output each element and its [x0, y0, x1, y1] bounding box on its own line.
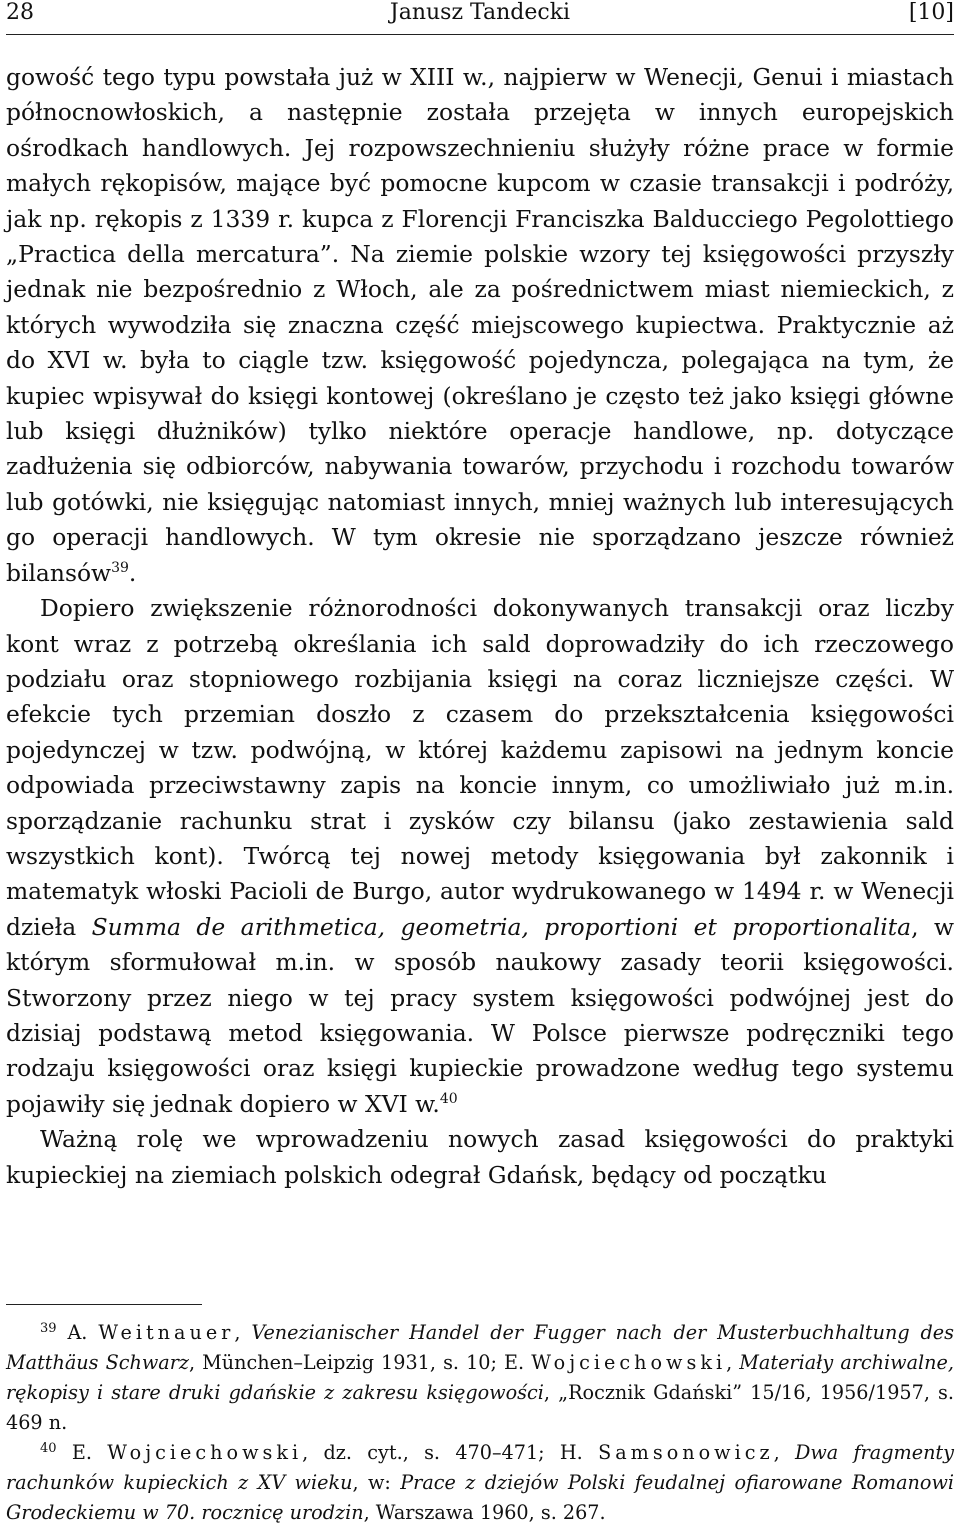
text-run: Dopiero zwiększenie różnorodności dokonywanych transakcji oraz liczby kont wraz z potrzebą określania ich sald doprowadziły do ich rzeczowego podziału oraz stopniowego rozbijania księgi na coraz liczniejsze części. W efekcie tych przemian doszło z czasem do przekształcenia księgowości pojedynczej w tzw. podwójną, w której każdemu zapisowi na jednym koncie odpowiada przeciwstawny zapis na koncie innym, co umożliwiało już m.in. sporządzanie rachunku strat i zysków czy bilansu (jako zestawienia sald wszystkich kont). Twórcą tej nowej metody księgowania był zakonnik i matematyk włoski Pacioli de Burgo, autor wydrukowanego w 1494 r. w Wenecji dzieła: [6, 594, 954, 941]
text-run: ,: [234, 1321, 252, 1344]
text-run: , „Rocznik Gdański” 15/16, 1956/1957, s. 469 n.: [6, 1381, 955, 1434]
footnote-marker: 40: [439, 1090, 458, 1107]
text-run: , dz. cyt., s. 470–471; H.: [302, 1441, 599, 1464]
footnote-separator: [6, 1304, 202, 1305]
footnote-marker: 40: [40, 1441, 57, 1456]
italic-title: Dwa fragmenty rachunków kupieckich z XV wieku: [6, 1441, 954, 1494]
footnote: [6, 1318, 954, 1438]
text-run: ,: [773, 1441, 795, 1464]
footnote-marker: 39: [111, 559, 129, 576]
document-page: [6, 0, 954, 1528]
italic-title: Prace z dziejów Polski feudalnej ofiarowane Romanowi Grodeckiemu w 70. rocznicę urodzin: [6, 1471, 955, 1524]
section-number: [10]: [908, 0, 954, 25]
page-number: 28: [6, 0, 34, 25]
paragraph: [6, 1122, 954, 1193]
paragraph: [6, 591, 954, 1122]
paragraph: [6, 60, 954, 591]
italic-title: Summa de arithmetica, geometria, proportioni et proportionalita: [91, 912, 912, 941]
running-header: [6, 0, 954, 35]
text-run: A.: [56, 1321, 99, 1344]
main-text: [6, 60, 954, 1193]
running-author: Janusz Tandecki: [389, 0, 571, 25]
text-run: , München–Leipzig 1931, s. 10; E.: [188, 1351, 532, 1374]
italic-title: Materiały archiwalne, rękopisy i stare druki gdańskie z zakresu księgowości: [6, 1351, 954, 1404]
author-name: Samsonowicz: [598, 1441, 774, 1464]
text-run: , Warszawa 1960, s. 267.: [363, 1501, 606, 1524]
text-run: ,: [726, 1351, 740, 1374]
text-run: , w:: [352, 1471, 401, 1494]
text-run: Ważną rolę we wprowadzeniu nowych zasad księgowości do praktyki kupieckiej na ziemiach polskich odegrał Gdańsk, będący od początku: [6, 1125, 954, 1189]
italic-title: Venezianischer Handel der Fugger nach der Musterbuchhaltung des Matthäus Schwarz: [6, 1321, 955, 1374]
author-name: Wojciechowski: [531, 1351, 727, 1374]
text-run: gowość tego typu powstała już w XIII w., najpierw w Wenecji, Genui i miastach północnowłoskich, a następnie została przejęta w innych europejskich ośrodkach handlowych. Jej rozpowszechnieniu służyły różne prace w formie małych rękopisów, mające być pomocne kupcom w czasie transakcji i podróży, jak np. rękopis z 1339 r. kupca z Florencji Franciszka Balducciego Pegolottiego „Practica della mercatura”. Na ziemie polskie wzory tej księgowości przyszły jednak nie bezpośrednio z Włoch, ale za pośrednictwem miast niemieckich, z których wywodziła się znaczna część miejscowego kupiectwa. Praktycznie aż do XVI w. była to ciągle tzw. księgowość pojedyncza, polegająca na tym, że kupiec wpisywał do księgi kontowej (określano je często też jako księgi główne lub księgi dłużników) tylko niektóre operacje handlowe, np. dotyczące zadłużenia się odbiorców, nabywania towarów, przychodu i rozchodu towarów lub gotówki, nie księgując natomiast innych, mniej ważnych lub interesujących go operacji handlowych. W tym okresie nie sporządzano jeszcze również bilansów: [6, 63, 954, 587]
text-run: , w którym sformułował m.in. w sposób naukowy zasady teorii księgowości. Stworzony przez niego w tej pracy system księgowości podwójnej jest do dzisiaj podstawą metod księgowania. W Polsce pierwsze podręczniki tego rodzaju księgowości oraz księgi kupieckie prowadzone według tego systemu pojawiły się jednak dopiero w XVI w.: [6, 912, 954, 1118]
footnotes: [6, 1318, 954, 1528]
footnote-marker: 39: [40, 1321, 57, 1336]
author-name: Weitnauer: [98, 1321, 235, 1344]
author-name: Wojciechowski: [107, 1441, 303, 1464]
text-run: E.: [56, 1441, 108, 1464]
footnote: [6, 1438, 954, 1528]
text-run: .: [128, 558, 137, 587]
